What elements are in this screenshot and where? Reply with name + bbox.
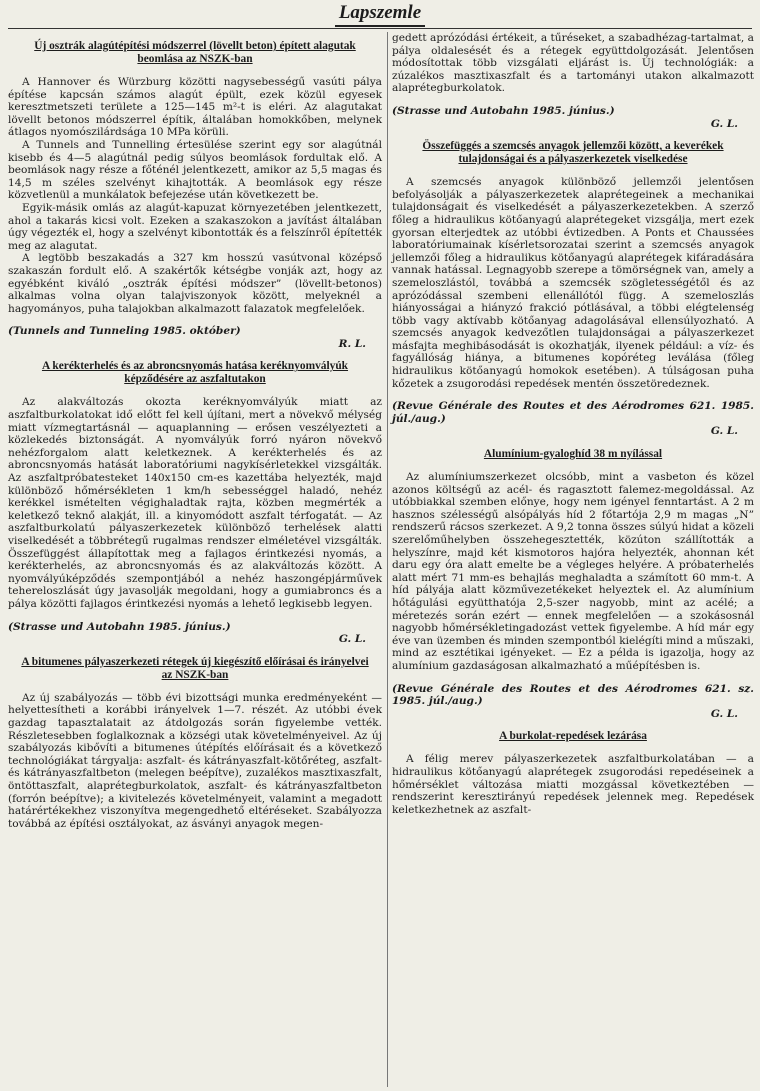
article-aluminium-bridge — [392, 448, 754, 720]
article-paragraph: Egyik-másik omlás az alagút-kapuzat környezetében jelentkezett, ahol a takarás kicsi volt. Ezeken a szakaszokon a javítást általában úgy végezték el, hogy a szelvényt kibontották és a felszínről építették meg az alagutat. — [8, 201, 382, 252]
article-bitumen-rules-continued — [392, 32, 754, 130]
article-paragraph: gedett aprózódási értékeit, a tűréseket, a szabadhézag-tartalmat, a pálya oldalesését és a rétegek együttdolgozását. Jelentősen módosítottak több vizsgálati eljárást is. Új technológiák: a zúzalékos masztixaszfalt és a tartományi utakon alkalmazott alaprétegburkolatok. — [392, 32, 754, 95]
author-initials: R. L. — [338, 337, 366, 350]
article-source: (Strasse und Autobahn 1985. június.) — [392, 104, 615, 117]
article-paragraph: Az alakváltozás okozta keréknyomvályúk miatt az aszfaltburkolatokat idő előtt fel kell újítani, mert a növekvő mélység miatt vízmegtartásnál — aquaplanning — erősen veszélyezteti a közlekedés biztonságát. A nyomvályúk forró nyáron növekvő nehézforgalom alatt keletkeznek. A kerékterhelés és az abroncsnyomás hatását laboratóriumi nagykísérletekkel vizsgálták. Az aszfaltpróbatesteket 140x150 cm-es kazettába helyezték, majd különböző hőmérsékleten 1 km/h sebességgel haladó, nehéz kerékkel ismételten végighaladtak rajta, közben megmérték a keletkező teknő alakját, ill. a kinyomódott aszfalt térfogatát. — Az aszfaltburkolatú pályaszerkezetek különböző terhelések alatti viselkedését a többrétegű rugalmas rendszer elméletével vizsgálták. Összefüggést állapítottak meg a fajlagos érintkezési nyomás, a kerékterhelés, az abroncsnyomás és az alakváltozás között. A nyomvályúképződés szempontjából a nehéz haszongépjárművek tehereloszlását úgy javasolják megoldani, hogy a gumiabroncs és a pálya közötti fajlagos érintkezési nyomás a lehető legkisebb legyen. — [8, 396, 382, 610]
author-initials: G. L. — [710, 117, 738, 130]
page-header — [0, 2, 760, 27]
page-title: Lapszemle — [335, 2, 425, 27]
article-paragraph: A szemcsés anyagok különböző jellemzői jelentősen befolyásolják a pályaszerkezetek alaprétegeinek a mechanikai tulajdonságait és viselkedését a pályaszerkezetekben. A szerző főleg a hidraulikus kötőanyagú alaprétegeket vizsgálja, mert ezek gyorsan elterjedtek az utóbbi évtizedben. A Ponts et Chaussées laboratóriumainak kísérletsorozatai szerint a szemcsés anyagok jellemzői főleg a hidraulikus kötőanyagú alaprétegek kifáradására vannak hatással. Legnagyobb szerepe a tömörségnek van, amely a szemeloszlástól, továbbá a szemcsék szögletességétől és az aprózódással szembeni ellenállótól függ. A szemeloszlás hiányosságai a hiányzó frakció pótlásával, a többi elégtelenség több vagy aktívabb kötőanyag adagolásával ellensúlyozható. A szemcsés anyagok kedvezőtlen tulajdonságai a pályaszerkezet másfajta meghibásodását is okozhatják, ilyenek például: a víz- és fagyállóság hiánya, a bitumenes kopóréteg leválása (főleg hidraulikus kötőanyagú homokok esetében). A túlságosan puha kőzetek a zsugorodási repedések mentén összetöredeznek. — [392, 176, 754, 390]
author-initials: G. L. — [710, 425, 738, 438]
article-paragraph: Az új szabályozás — több évi bizottsági munka eredményeként — helyettesítheti a korábbi irányelvek 1—7. részét. Az utóbbi évek gazdag tapasztalatait az átdolgozás során figyelembe vették. Részletesebben foglalkoznak a községi utak követelményeivel. Az új szabályozás kibővíti a bitumenes útépítés előírásait és a következő technológiákat tárgyalja: aszfalt- és kátrányaszfalt-kötőréteg, aszfalt- és kátrányaszfaltbeton (melegen beépítve), zuzalékos masztixaszfalt, öntöttaszfalt, alaprétegburkolatok, aszfalt- és kátrányaszfaltbeton (forrón beépítve); a kivitelezés követelményeit, valamint a megadott határértékekhez viszonyítva megengedhető eltéréseket. Szabályozza továbbá az építési osztályokat, az ásványi anyagok megen- — [8, 691, 382, 830]
article-paragraph: A Tunnels and Tunnelling értesülése szerint egy sor alagútnál kisebb és 4—5 alagútnál pedig súlyos beomlások fordultak elő. A beomlások nagy része a főténél jelentkezett, amikor az 5,5 magas és 14,5 m széles szelvényt kihajtották. A beomlások egy része közvetlenül a munkálatok befejezése után következett be. — [8, 138, 382, 202]
left-column — [8, 32, 382, 840]
article-title: Új osztrák alagútépítési módszerrel (lövellt beton) épített alagutak beomlása az NSZK-ban — [34, 40, 356, 65]
article-source: (Revue Générale des Routes et des Aérodromes 621. 1985. júl./aug.) — [392, 400, 754, 425]
article-crack-sealing — [392, 730, 754, 816]
article-title: A burkolat-repedések lezárása — [499, 730, 647, 743]
article-granular-materials — [392, 140, 754, 438]
article-title: Alumínium-gyaloghíd 38 m nyílással — [483, 448, 663, 461]
article-tunnel-collapse — [8, 40, 382, 350]
article-bitumen-rules — [8, 656, 382, 831]
article-source: (Revue Générale des Routes et des Aérodromes 621. sz. 1985. júl./aug.) — [392, 682, 754, 708]
column-divider — [387, 32, 388, 1087]
article-title: A bitumenes pályaszerkezeti rétegek új kiegészítő előírásai és irányelvei az NSZK-ban — [21, 655, 369, 681]
article-paragraph: A Hannover és Würzburg közötti nagysebességű vasúti pálya építése kapcsán számos alagút épült, ezek közül egyesek keresztmetszeti területe a 125—145 m²-t is eléri. Az alagutakat lövellt betonos módszerrel építik, általában homokkőben, melynek átlagos nyomószilárdsága 10 MPa körüli. — [8, 76, 382, 139]
header-rule — [8, 28, 752, 29]
article-paragraph: A félig merev pályaszerkezetek aszfaltburkolatában — a hidraulikus kötőanyagú alaprétegek zsugorodási repedéseinek a hőmérséklet változása miatti mozgással következtében — rendszerint keresztirányú repedések jelennek meg. Repedések keletkezhetnek az aszfalt- — [392, 753, 754, 816]
author-initials: G. L. — [710, 707, 738, 720]
author-initials: G. L. — [338, 633, 366, 646]
article-source: (Strasse und Autobahn 1985. június.) — [8, 620, 231, 633]
article-title: A kerékterhelés és az abroncsnyomás hatása keréknyomvályúk képződésére az aszfaltutakon — [41, 360, 349, 386]
article-source: (Tunnels and Tunneling 1985. október) — [8, 325, 241, 338]
article-title: Összefüggés a szemcsés anyagok jellemzői között, a keverékek tulajdonságai és a pályaszerkezetek viselkedése — [422, 140, 724, 166]
article-wheel-load — [8, 360, 382, 645]
right-column — [392, 32, 754, 826]
article-paragraph: Az alumíniumszerkezet olcsóbb, mint a vasbeton és közel azonos költségű az acél- és ragasztott falemez-megoldással. Az utóbbiakkal szemben előnye, hogy nem igényel fenntartást. A 2 m hasznos szélességű alsópályás híd 2 főtartója 2,9 m magas „N” rendszerű rácsos szerkezet. A 9,2 tonna összes súlyú hidat a közeli szerelőműhelyben összehegesztették, közúton szállították a helyszínre, majd két kismotoros hajóra helyezték, ahonnan két daru egy óra alatt emelte be a végleges helyére. A próbaterhelés alatt mért 71 mm-es behajlás meghaladta a számított 60 mm-t. A híd pályája alatt közművezetékeket helyeztek el. Az alumínium hőtágulási együtthatója 2,5-szer nagyobb, mint az acélé; a méretezés során ezért — ennek megfelelően — a szokásosnál nagyobb hőmérsékletingadozást vettek figyelembe. A híd már egy éve van üzemben és minden szempontból kielégíti mind a műszaki, mind az esztétikai igényeket. — Ez a példa is igazolja, hogy az alumínium gazdaságosan alkalmazható a műépítésben is. — [392, 471, 754, 672]
article-paragraph: A legtöbb beszakadás a 327 km hosszú vasútvonal középső szakaszán fordult elő. A szakértők kétségbe vonják azt, hogy az egyébként kiváló „osztrák építési módszer” (lövellt-betonos) alkalmas volna olyan talajviszonyok között, melyeknél a hagyományos, puha talajokban alkalmazott falazatok megfelelőek. — [8, 252, 382, 315]
